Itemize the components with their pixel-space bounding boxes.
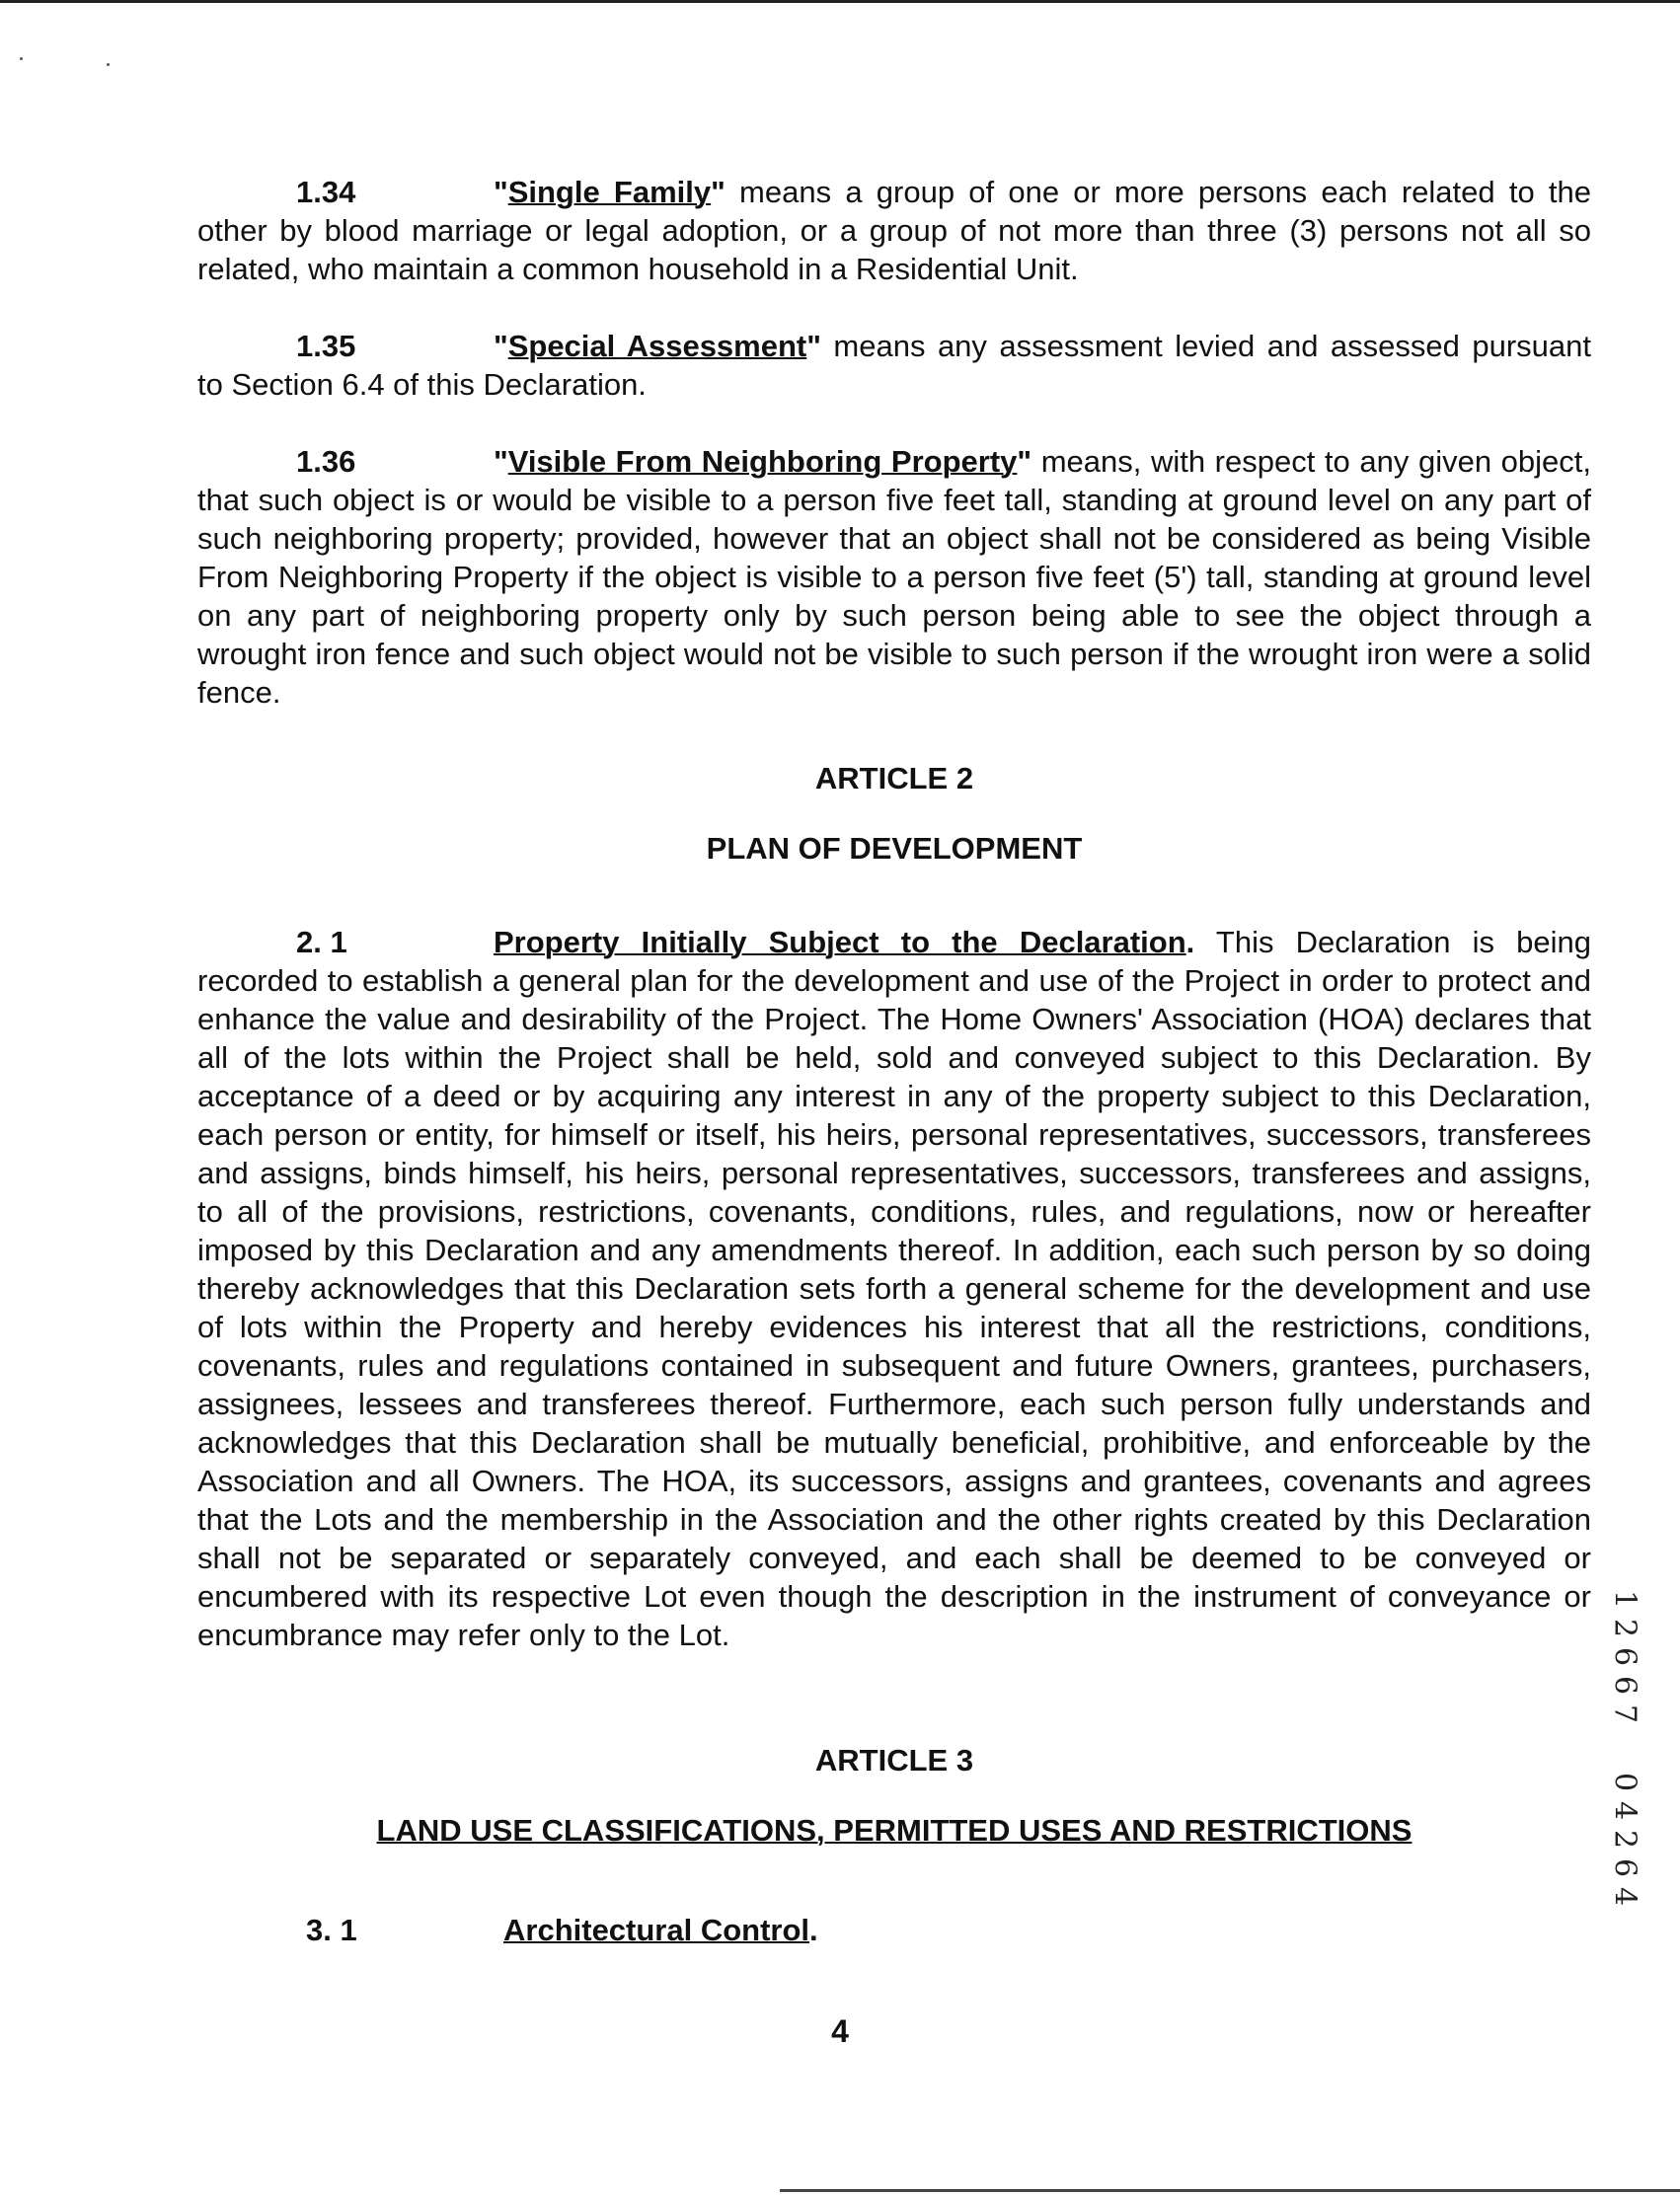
definition-body: means, with respect to any given object, that such object is or would be visible to a person five feet tall, standing at ground level on any part of such neighboring property; provided, however that an object shall not be considered as being Visible From Neighboring Property if the object is visible to a person five feet (5') tall, standing at ground level on any part of neighboring property only by such person being able to see the object through a wrought iron fence and such object would not be visible to such person if the wrought iron were a solid fence. — [197, 444, 1591, 710]
definition-1-36 — [197, 442, 1591, 712]
definition-1-35 — [197, 327, 1591, 404]
defined-term: "Visible From Neighboring Property" — [494, 444, 1032, 479]
definition-1-34 — [197, 173, 1591, 288]
section-number: 1.36 — [296, 444, 356, 479]
stamp-digit: 4 — [1607, 1800, 1642, 1821]
section-body: This Declaration is being recorded to establish a general plan for the development and use of the Project in order to protect and enhance the value and desirability of the Project. The Home Owners' Association (HOA) declares that all of the lots within the Project shall be held, sold and conveyed subject to this Declaration. By acceptance of a deed or by acquiring any interest in any of the property subject to this Declaration, each person or entity, for himself or itself, his heirs, personal representatives, successors, transferees and assigns, binds himself, his heirs, personal representatives, successors, transferees and assigns, to all of the provisions, restrictions, covenants, conditions, rules, and regulations, now or hereafter imposed by this Declaration and any amendments thereof. In addition, each such person by so doing thereby acknowledges that this Declaration sets forth a general scheme for the development and use of lots within the Property and hereby evidences his interest that all the restrictions, conditions, covenants, rules and regulations contained in subsequent and future Owners, grantees, purchasers, assignees, lessees and transferees thereof. Furthermore, each such person fully understands and acknowledges that this Declaration shall be mutually beneficial, prohibitive, and enforceable by the Association and all Owners. The HOA, its successors, assigns and grantees, covenants and agrees that the Lots and the membership in the Association and the other rights created by this Declaration shall not be separated or separately conveyed, and each shall be deemed to be conveyed or encumbered with its respective Lot even though the description in the instrument of conveyance or encumbrance may refer only to the Lot. — [197, 925, 1591, 1652]
article-2-title: PLAN OF DEVELOPMENT — [706, 831, 1083, 866]
bottom-border-line — [780, 2189, 1680, 2192]
stamp-digit: 2 — [1607, 1618, 1642, 1638]
stamp-digit: 6 — [1607, 1646, 1642, 1667]
section-number: 1.34 — [296, 175, 356, 209]
stamp-digit: 6 — [1607, 1857, 1642, 1878]
defined-term: "Single Family" — [494, 175, 725, 209]
section-3-1: 3. 1 Architectural Control. — [306, 1913, 818, 1947]
article-2-label: ARTICLE 2 — [814, 761, 974, 795]
definition-body: means a group of one or more persons each related to the other by blood marriage or legal adoption, or a group of not more than three (3) persons not all so related, who maintain a common household in a Residential Unit. — [197, 175, 1591, 286]
scan-speck — [20, 57, 23, 60]
stamp-digit: 4 — [1607, 1886, 1642, 1907]
section-number: 2. 1 — [296, 925, 347, 959]
defined-term: "Special Assessment" — [494, 329, 821, 363]
section-number: 1.35 — [296, 329, 356, 363]
stamp-digit: 0 — [1607, 1772, 1642, 1792]
article-3-title: LAND USE CLASSIFICATIONS, PERMITTED USES AND RESTRICTIONS — [376, 1813, 1413, 1848]
stamp-digit: 2 — [1607, 1829, 1642, 1850]
recording-stamp — [1605, 1585, 1644, 1911]
section-2-1: 2. 1 Property Initially Subject to the Declaration. This Declaration is being recorded to establish a general plan for the development and use of the Project in order to protect and enhance the value and desirability of the Project. The Home Owners' Association (HOA) declares that all of the lots within the Project shall be held, sold and conveyed subject to this Declaration. By acceptance of a deed or by acquiring any interest in any of the property subject to this Declaration, each person or entity, for himself or itself, his heirs, personal representatives, successors, transferees and assigns, binds himself, his heirs, personal representatives, successors, transferees and assigns, to all of the provisions, restrictions, covenants, conditions, rules, and regulations, now or hereafter imposed by this Declaration and any amendments thereof. In addition, each such person by so doing thereby acknowledges that this Declaration sets forth a general scheme for the development and use of lots within the Property and hereby evidences his interest that all the restrictions, conditions, covenants, rules and regulations contained in subsequent and future Owners, grantees, purchasers, assignees, lessees and transferees thereof. Furthermore, each such person fully understands and acknowledges that this Declaration shall be mutually beneficial, prohibitive, and enforceable by the Association and all Owners. The HOA, its successors, assigns and grantees, covenants and agrees that the Lots and the membership in the Association and the other rights created by this Declaration shall not be separated or separately conveyed, and each shall be deemed to be conveyed or encumbered with its respective Lot even though the description in the instrument of conveyance or encumbrance may refer only to the Lot. — [197, 925, 1591, 1652]
section-number: 3. 1 — [306, 1913, 357, 1947]
stamp-digit: 1 — [1607, 1589, 1642, 1610]
stamp-digit: 7 — [1607, 1703, 1642, 1724]
definition-body: means any assessment levied and assessed pursuant to Section 6.4 of this Declaration. — [197, 329, 1591, 402]
section-title: Architectural Control — [503, 1913, 810, 1947]
section-title: Property Initially Subject to the Declaration — [494, 925, 1186, 959]
top-border-line — [0, 0, 1680, 3]
scan-speck — [107, 63, 110, 66]
page-number: 4 — [831, 2013, 849, 2049]
stamp-digit: 6 — [1607, 1675, 1642, 1696]
article-3-label: ARTICLE 3 — [814, 1743, 974, 1778]
document-page — [197, 168, 1591, 1949]
